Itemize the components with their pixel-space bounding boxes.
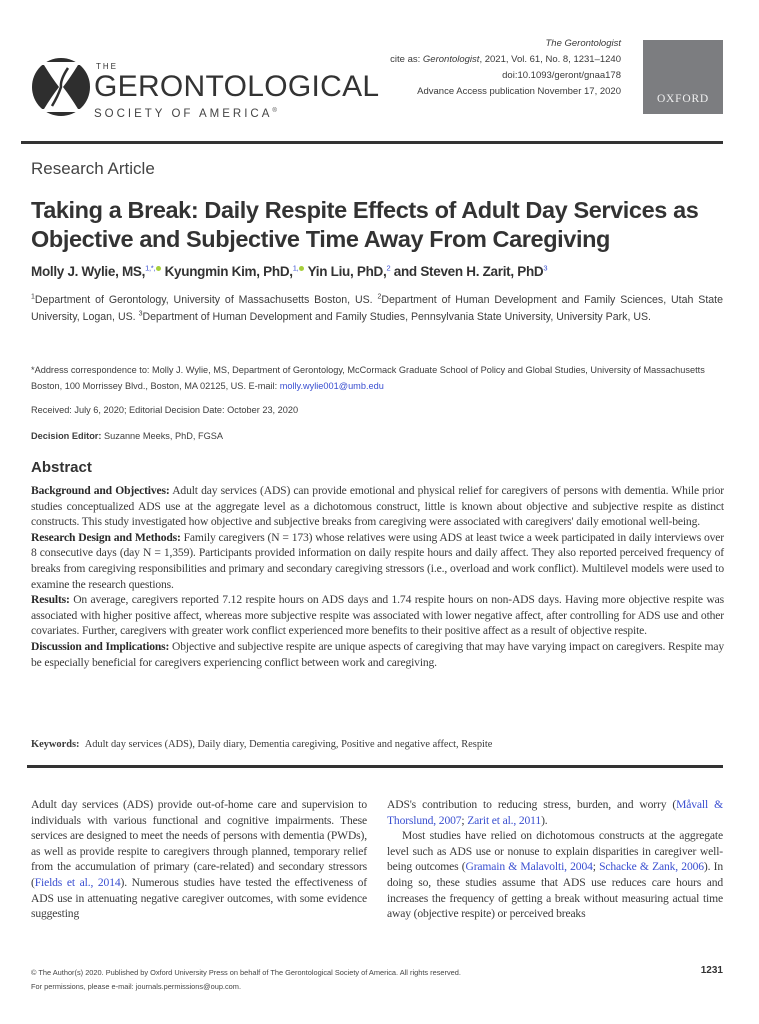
body-column-right: [387, 797, 723, 922]
affiliation: Department of Gerontology, University of Massachusetts Boston, US.: [34, 294, 378, 306]
doi[interactable]: doi:10.1093/geront/gnaa178: [502, 70, 621, 81]
decision-editor-name: Suzanne Meeks, PhD, FGSA: [101, 431, 223, 441]
citation-block: [390, 36, 621, 100]
oxford-label: OXFORD: [656, 93, 710, 105]
keywords-label: Keywords:: [31, 739, 80, 750]
footer: [31, 966, 631, 994]
registered-mark: ®: [272, 108, 277, 114]
section-text: Objective and subjective respite are unique aspects of caregiving that may have varying impact on caregivers. Respite may be especially beneficial for caregivers experiencing conflict between work and caregiving.: [31, 639, 724, 669]
author: Molly J. Wylie, MS,: [31, 264, 146, 279]
correspondence-text: *Address correspondence to: Molly J. Wylie, MS, Department of Gerontology, McCormack Graduate School of Policy and Global Studies, University of Massachusetts Boston, 100 Morrissey Blvd., Boston, MA 02125, US. E-mail:: [31, 365, 705, 391]
abstract-background: [31, 483, 724, 530]
abstract-rule: [27, 765, 723, 768]
abstract-heading: Abstract: [31, 459, 92, 476]
decision-editor-label: Decision Editor:: [31, 431, 102, 441]
abstract-results: [31, 592, 724, 639]
keywords-list: Adult day services (ADS), Daily diary, Dementia caregiving, Positive and negative affect, Respite: [84, 739, 493, 750]
body-paragraph: ADS's contribution to reducing stress, burden, and worry (Måvall & Thorslund, 2007; Zarit et al., 2011).: [387, 798, 723, 827]
header-rule: [21, 141, 723, 144]
cite-as: [390, 52, 621, 68]
author: and Steven H. Zarit, PhD: [393, 264, 544, 279]
abstract: [31, 483, 724, 670]
advance-access: Advance Access publication November 17, 2020: [417, 86, 621, 97]
email-link[interactable]: molly.wylie001@umb.edu: [279, 381, 384, 391]
logo-subtitle-text: SOCIETY OF AMERICA: [94, 107, 273, 120]
cite-prefix: cite as:: [390, 54, 423, 65]
citation-link[interactable]: Måvall & Thorslund, 2007: [387, 798, 723, 827]
cite-details: , 2021, Vol. 61, No. 8, 1231–1240: [479, 54, 621, 65]
page-number: 1231: [700, 965, 723, 976]
affiliation: Department of Human Development and Family Sciences, Utah State University, Logan, US.: [31, 294, 723, 323]
keywords: [31, 738, 724, 751]
affiliation: Department of Human Development and Family Studies, Pennsylvania State University, University Park, US.: [142, 311, 651, 323]
section-label: Research Design and Methods:: [31, 530, 181, 544]
section-label: Results:: [31, 593, 70, 607]
author: Yin Liu, PhD,: [307, 264, 387, 279]
article-type: Research Article: [31, 159, 155, 178]
permissions: For permissions, please e-mail: journals.permissions@oup.com.: [31, 982, 242, 991]
author-sup[interactable]: 2: [386, 263, 391, 273]
author-list: [31, 263, 731, 280]
abstract-methods: [31, 530, 724, 592]
journal-name: The Gerontologist: [545, 38, 621, 49]
gsa-logo: [30, 56, 380, 122]
correspondence: [31, 362, 731, 394]
body-column-left: [31, 797, 367, 922]
author-sup[interactable]: 1,*,: [145, 263, 156, 273]
author-sup[interactable]: 3: [543, 263, 548, 273]
body-paragraph: Adult day services (ADS) provide out-of-home care and supervision to individuals with various functional and cognitive impairments. These services are designed to meet the needs of persons with dementia (PWDs), as well as provide respite to caregivers through planned, temporary relief from the accumulation of primary (care-related) and secondary stressors (Fields et al., 2014). Numerous studies have tested the effectiveness of ADS use in attenuating negative caregiver outcomes, with some evidence suggesting: [31, 798, 367, 921]
article-title: Taking a Break: Daily Respite Effects of Adult Day Services as Objective and Subjective Time Away From Caregiving: [31, 197, 699, 252]
section-label: Discussion and Implications:: [31, 639, 170, 653]
logo-the: THE: [96, 62, 118, 71]
logo-subtitle: [94, 105, 277, 121]
author-sup[interactable]: 1,: [292, 263, 299, 273]
citation-link[interactable]: Zarit et al., 2011: [467, 813, 542, 827]
section-text: On average, caregivers reported 7.12 respite hours on ADS days and 1.74 respite hours on non-ADS days. Having more objective respite was associated with higher positive affect, whereas more subjective respite was associated with lower negative affect, after controlling for ADS use and other covariates. Further, caregivers with greater work conflict experienced more benefits to their positive affect as a result of objective respite.: [31, 593, 724, 638]
affiliation-sup: 2: [377, 293, 382, 301]
section-text: Family caregivers (N = 173) whose relatives were using ADS at least twice a week participated in daily interviews over 8 consecutive days (day N = 1,359). Participants provided information on daily respite hours and daily affect. They also reported perceived frequency of breaks from caregiving responsibilities and primary and secondary caregiving stressors (i.e., overload and work conflict). Multilevel models were used to examine the research questions.: [31, 530, 724, 591]
affiliations: [31, 292, 723, 326]
decision-editor: [31, 430, 223, 442]
abstract-discussion: [31, 639, 724, 670]
orcid-icon[interactable]: [299, 266, 304, 271]
orcid-icon[interactable]: [156, 266, 161, 271]
received-dates: Received: July 6, 2020; Editorial Decision Date: October 23, 2020: [31, 405, 299, 415]
logo-name: GERONTOLOGICAL: [94, 70, 380, 103]
body-paragraph: Most studies have relied on dichotomous constructs at the aggregate level such as ADS use or nonuse to explain disparities in caregiver well-being outcomes (Gramain & Malavolti, 2004; Schacke & Zank, 2006). In doing so, these studies assume that ADS use reduces care hours and increases the frequency of getting a break without measuring actual time away (objective respite) or perceived breaks: [387, 829, 723, 921]
copyright: © The Author(s) 2020. Published by Oxford University Press on behalf of The Gerontological Society of America. All rights reserved.: [31, 968, 461, 977]
citation-link[interactable]: Fields et al., 2014: [34, 875, 121, 889]
affiliation-sup: 3: [138, 310, 143, 318]
hourglass-logo-icon: [30, 56, 92, 118]
citation-link[interactable]: Gramain & Malavolti, 2004: [465, 860, 593, 874]
author: Kyungmin Kim, PhD,: [164, 264, 293, 279]
oxford-badge: [643, 40, 723, 114]
section-text: Adult day services (ADS) can provide emotional and physical relief for caregivers of persons with dementia. While prior studies conceptualized ADS use at the aggregate level as a dichotomous construct, little is known about objective and subjective respite as distinct constructs. This study investigated how objective and subjective breaks from caregiving were associated with caregivers' daily emotional well-being.: [31, 484, 724, 529]
cite-journal: Gerontologist: [422, 54, 480, 65]
section-label: Background and Objectives:: [31, 484, 170, 497]
citation-link[interactable]: Schacke & Zank, 2006: [599, 860, 704, 874]
affiliation-sup: 1: [31, 293, 35, 301]
